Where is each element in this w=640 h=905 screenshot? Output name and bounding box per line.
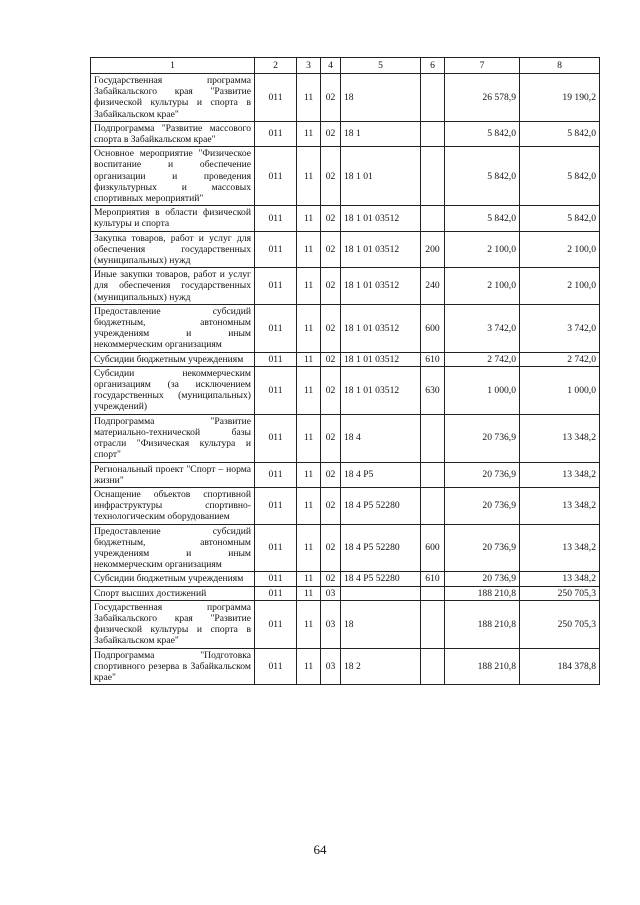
- target-article-code: 18 4 P5 52280: [341, 524, 421, 572]
- ministry-code: 011: [255, 268, 297, 305]
- target-article-code: 18: [341, 600, 421, 648]
- subsection-code: 03: [321, 586, 341, 600]
- subsection-code: 02: [321, 231, 341, 268]
- table-row: [91, 462, 600, 487]
- target-article-code: 18 4 P5 52280: [341, 487, 421, 524]
- amount-col7: 5 842,0: [445, 206, 520, 231]
- amount-col8: 5 842,0: [520, 147, 600, 206]
- amount-col8: 2 742,0: [520, 352, 600, 366]
- amount-col7: 20 736,9: [445, 462, 520, 487]
- table-row: [91, 352, 600, 366]
- ministry-code: 011: [255, 74, 297, 122]
- amount-col8: 250 705,3: [520, 586, 600, 600]
- row-name: Иные закупки товаров, работ и услуг для обеспечения государственных (муниципальных) нужд: [91, 268, 255, 305]
- expense-type-code: 610: [421, 352, 445, 366]
- amount-col8: 2 100,0: [520, 231, 600, 268]
- row-name: Субсидии бюджетным учреждениям: [91, 352, 255, 366]
- section-code: 11: [297, 524, 321, 572]
- ministry-code: 011: [255, 572, 297, 586]
- amount-col7: 5 842,0: [445, 121, 520, 146]
- ministry-code: 011: [255, 462, 297, 487]
- subsection-code: 02: [321, 524, 341, 572]
- page-number: 64: [313, 842, 327, 857]
- target-article-code: 18 1 01 03512: [341, 304, 421, 352]
- table-row: [91, 524, 600, 572]
- expense-type-code: 600: [421, 524, 445, 572]
- ministry-code: 011: [255, 586, 297, 600]
- section-code: 11: [297, 206, 321, 231]
- expense-type-code: [421, 600, 445, 648]
- target-article-code: 18 2: [341, 648, 421, 685]
- column-header: 8: [520, 58, 600, 74]
- subsection-code: 02: [321, 487, 341, 524]
- subsection-code: 02: [321, 366, 341, 414]
- amount-col7: 2 100,0: [445, 231, 520, 268]
- ministry-code: 011: [255, 524, 297, 572]
- amount-col7: 20 736,9: [445, 572, 520, 586]
- table-row: [91, 414, 600, 462]
- row-name: Спорт высших достижений: [91, 586, 255, 600]
- row-name: Субсидии некоммерческим организациям (за исключением государственных (муниципальных) учреждений): [91, 366, 255, 414]
- column-header: 7: [445, 58, 520, 74]
- column-header: 6: [421, 58, 445, 74]
- ministry-code: 011: [255, 304, 297, 352]
- subsection-code: 02: [321, 206, 341, 231]
- amount-col8: 3 742,0: [520, 304, 600, 352]
- column-header: 5: [341, 58, 421, 74]
- section-code: 11: [297, 352, 321, 366]
- section-code: 11: [297, 147, 321, 206]
- amount-col7: 2 742,0: [445, 352, 520, 366]
- target-article-code: [341, 586, 421, 600]
- expense-type-code: [421, 487, 445, 524]
- amount-col8: 5 842,0: [520, 121, 600, 146]
- column-header: 2: [255, 58, 297, 74]
- expense-type-code: [421, 648, 445, 685]
- amount-col8: 19 190,2: [520, 74, 600, 122]
- table-row: [91, 304, 600, 352]
- expense-type-code: [421, 74, 445, 122]
- expense-type-code: [421, 586, 445, 600]
- target-article-code: 18: [341, 74, 421, 122]
- table-row: [91, 600, 600, 648]
- subsection-code: 02: [321, 304, 341, 352]
- section-code: 11: [297, 304, 321, 352]
- row-name: Закупка товаров, работ и услуг для обеспечения государственных (муниципальных) нужд: [91, 231, 255, 268]
- table-row: [91, 586, 600, 600]
- target-article-code: 18 1 01 03512: [341, 206, 421, 231]
- amount-col7: 188 210,8: [445, 600, 520, 648]
- section-code: 11: [297, 231, 321, 268]
- amount-col8: 5 842,0: [520, 206, 600, 231]
- subsection-code: 03: [321, 648, 341, 685]
- ministry-code: 011: [255, 414, 297, 462]
- ministry-code: 011: [255, 352, 297, 366]
- subsection-code: 02: [321, 74, 341, 122]
- amount-col7: 2 100,0: [445, 268, 520, 305]
- section-code: 11: [297, 414, 321, 462]
- expense-type-code: 610: [421, 572, 445, 586]
- section-code: 11: [297, 74, 321, 122]
- amount-col7: 20 736,9: [445, 524, 520, 572]
- section-code: 11: [297, 462, 321, 487]
- amount-col8: 13 348,2: [520, 414, 600, 462]
- section-code: 11: [297, 586, 321, 600]
- table-row: [91, 487, 600, 524]
- column-header: 1: [91, 58, 255, 74]
- subsection-code: 03: [321, 600, 341, 648]
- amount-col7: 188 210,8: [445, 586, 520, 600]
- subsection-code: 02: [321, 147, 341, 206]
- row-name: Государственная программа Забайкальского края "Развитие физической культуры и спорта в Забайкальском крае": [91, 600, 255, 648]
- row-name: Подпрограмма "Развитие материально-технической базы отрасли "Физическая культура и спорт": [91, 414, 255, 462]
- expense-type-code: 240: [421, 268, 445, 305]
- expense-type-code: [421, 147, 445, 206]
- section-code: 11: [297, 121, 321, 146]
- expense-type-code: 630: [421, 366, 445, 414]
- section-code: 11: [297, 487, 321, 524]
- amount-col7: 20 736,9: [445, 414, 520, 462]
- section-code: 11: [297, 268, 321, 305]
- table-row: [91, 572, 600, 586]
- expense-type-code: [421, 462, 445, 487]
- target-article-code: 18 1: [341, 121, 421, 146]
- expense-type-code: [421, 414, 445, 462]
- table-row: [91, 147, 600, 206]
- table-row: [91, 268, 600, 305]
- amount-col7: 20 736,9: [445, 487, 520, 524]
- amount-col8: 2 100,0: [520, 268, 600, 305]
- subsection-code: 02: [321, 352, 341, 366]
- table-row: [91, 648, 600, 685]
- target-article-code: 18 4: [341, 414, 421, 462]
- expense-type-code: [421, 121, 445, 146]
- target-article-code: 18 1 01 03512: [341, 231, 421, 268]
- target-article-code: 18 1 01: [341, 147, 421, 206]
- amount-col8: 13 348,2: [520, 524, 600, 572]
- ministry-code: 011: [255, 648, 297, 685]
- amount-col8: 13 348,2: [520, 572, 600, 586]
- amount-col7: 188 210,8: [445, 648, 520, 685]
- subsection-code: 02: [321, 462, 341, 487]
- column-header: 3: [297, 58, 321, 74]
- amount-col7: 1 000,0: [445, 366, 520, 414]
- target-article-code: 18 4 P5: [341, 462, 421, 487]
- ministry-code: 011: [255, 487, 297, 524]
- table-row: [91, 74, 600, 122]
- ministry-code: 011: [255, 600, 297, 648]
- section-code: 11: [297, 600, 321, 648]
- target-article-code: 18 1 01 03512: [341, 366, 421, 414]
- target-article-code: 18 4 P5 52280: [341, 572, 421, 586]
- subsection-code: 02: [321, 268, 341, 305]
- row-name: Предоставление субсидий бюджетным, автономным учреждениям и иным некоммерческим организациям: [91, 524, 255, 572]
- row-name: Региональный проект "Спорт – норма жизни": [91, 462, 255, 487]
- target-article-code: 18 1 01 03512: [341, 268, 421, 305]
- ministry-code: 011: [255, 121, 297, 146]
- row-name: Мероприятия в области физической культуры и спорта: [91, 206, 255, 231]
- ministry-code: 011: [255, 206, 297, 231]
- amount-col8: 13 348,2: [520, 462, 600, 487]
- ministry-code: 011: [255, 231, 297, 268]
- subsection-code: 02: [321, 414, 341, 462]
- row-name: Основное мероприятие "Физическое воспитание и обеспечение организации и проведения физкультурных и массовых спортивных мероприятий": [91, 147, 255, 206]
- subsection-code: 02: [321, 572, 341, 586]
- row-name: Субсидии бюджетным учреждениям: [91, 572, 255, 586]
- table-row: [91, 231, 600, 268]
- amount-col8: 13 348,2: [520, 487, 600, 524]
- amount-col8: 1 000,0: [520, 366, 600, 414]
- amount-col7: 26 578,9: [445, 74, 520, 122]
- table-row: [91, 121, 600, 146]
- expense-type-code: 600: [421, 304, 445, 352]
- row-name: Подпрограмма "Подготовка спортивного резерва в Забайкальском крае": [91, 648, 255, 685]
- table-row: [91, 366, 600, 414]
- ministry-code: 011: [255, 147, 297, 206]
- row-name: Подпрограмма "Развитие массового спорта в Забайкальском крае": [91, 121, 255, 146]
- row-name: Предоставление субсидий бюджетным, автономным учреждениям и иным некоммерческим организациям: [91, 304, 255, 352]
- amount-col8: 184 378,8: [520, 648, 600, 685]
- expense-type-code: [421, 206, 445, 231]
- expense-type-code: 200: [421, 231, 445, 268]
- target-article-code: 18 1 01 03512: [341, 352, 421, 366]
- ministry-code: 011: [255, 366, 297, 414]
- table-header-row: [91, 58, 600, 74]
- row-name: Государственная программа Забайкальского края "Развитие физической культуры и спорта в Забайкальском крае": [91, 74, 255, 122]
- amount-col7: 3 742,0: [445, 304, 520, 352]
- section-code: 11: [297, 648, 321, 685]
- subsection-code: 02: [321, 121, 341, 146]
- amount-col8: 250 705,3: [520, 600, 600, 648]
- section-code: 11: [297, 572, 321, 586]
- table-row: [91, 206, 600, 231]
- amount-col7: 5 842,0: [445, 147, 520, 206]
- row-name: Оснащение объектов спортивной инфраструктуры спортивно-технологическим оборудованием: [91, 487, 255, 524]
- column-header: 4: [321, 58, 341, 74]
- budget-table: [90, 57, 600, 685]
- section-code: 11: [297, 366, 321, 414]
